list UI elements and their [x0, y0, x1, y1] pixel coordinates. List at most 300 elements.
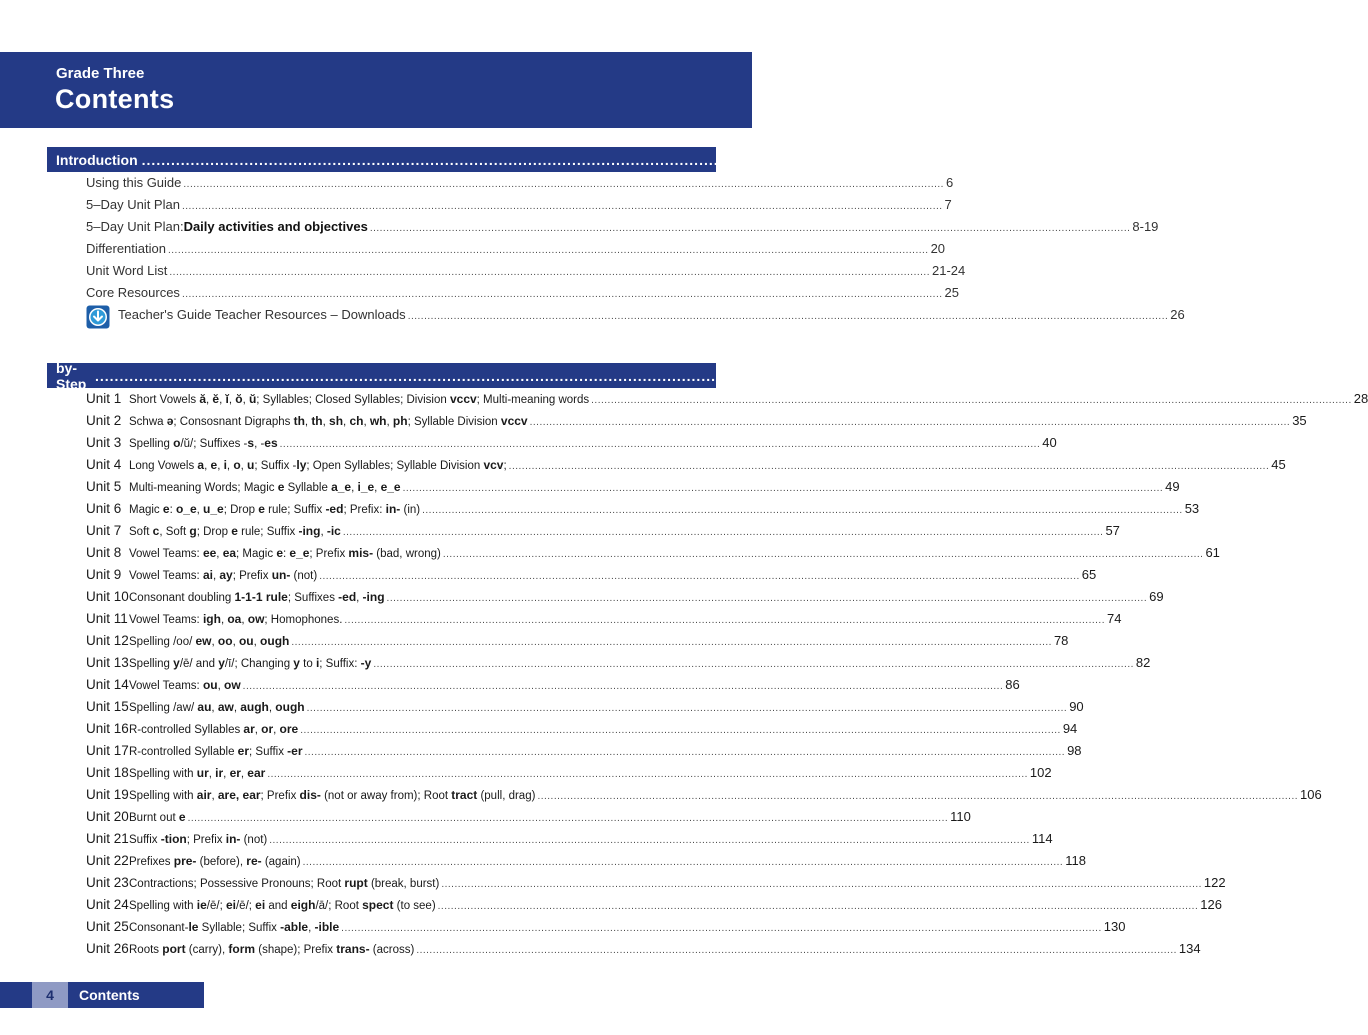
unit-page: 82 — [1135, 655, 1151, 670]
unit-number: Unit 2 — [86, 413, 122, 428]
description-bold: ch — [349, 414, 364, 428]
unit-page: 45 — [1271, 457, 1286, 472]
entry-page: 7 — [944, 197, 952, 212]
leader-dots: ........................................................................................................................................................................................................................................ — [302, 857, 1064, 868]
leader-dots: ........................................................................................................................................................................................................................................ — [279, 439, 1041, 450]
entry-page: 8-19 — [1132, 219, 1159, 234]
description-bold: ough — [260, 634, 290, 648]
description-bold: vccv — [449, 392, 477, 406]
leader-dots: ........................................................................................................................................................................................................................................ — [402, 483, 1164, 494]
unit-description — [129, 568, 317, 582]
leader-dots: ........................................................................................................................................................................................................................................ — [369, 223, 1131, 234]
description-bold: air — [196, 788, 212, 802]
unit-description — [129, 700, 305, 714]
description-text: : — [283, 548, 290, 560]
leader-dots: ........................................................................................................................................................................................................................................ — [306, 703, 1068, 714]
unit-page: 118 — [1065, 853, 1086, 868]
description-bold: y — [218, 656, 225, 670]
unit-entry[interactable] — [86, 435, 1057, 457]
description-text: Spelling /aw/ — [129, 702, 198, 714]
description-text: ; Drop — [196, 526, 232, 538]
unit-entry[interactable] — [86, 633, 1069, 655]
description-bold: ei — [225, 898, 236, 912]
grade-label: Grade Three — [56, 65, 145, 82]
unit-entry[interactable] — [86, 809, 971, 831]
description-bold: vccv — [500, 414, 528, 428]
entry-label: Differentiation — [86, 241, 166, 256]
description-text: (not) — [290, 570, 318, 582]
unit-number: Unit 13 — [86, 655, 129, 670]
description-text: to — [299, 658, 316, 670]
leader-dots: ........................................................................................................................................................................................................................................ — [269, 835, 1030, 846]
leader-dots: ........................................................................................................................................................................................................................................ — [508, 461, 1270, 472]
description-bold: le — [188, 920, 199, 934]
entry-page: 21-24 — [931, 263, 966, 278]
description-bold: o — [173, 436, 181, 450]
entry-page: 25 — [944, 285, 959, 300]
description-text: /ā/; Root — [315, 900, 363, 912]
unit-page: 53 — [1184, 501, 1200, 516]
description-bold: in- — [385, 502, 401, 516]
description-text: Soft — [129, 526, 153, 538]
description-bold: ə — [166, 414, 174, 428]
unit-entry[interactable] — [86, 831, 1053, 853]
unit-page: 126 — [1200, 897, 1222, 912]
description-text: , — [254, 724, 262, 736]
description-text: ; Syllables; Closed Syllables; Division — [256, 394, 450, 406]
description-text: (in) — [400, 504, 421, 516]
description-bold: y — [293, 656, 300, 670]
description-text: Consonant- — [129, 922, 189, 934]
description-bold: i — [223, 458, 227, 472]
unit-description — [129, 524, 341, 538]
unit-page: 78 — [1053, 633, 1069, 648]
unit-description — [129, 590, 385, 604]
description-bold: e — [231, 524, 238, 538]
unit-description — [129, 414, 528, 428]
description-text: ; Prefix — [186, 834, 226, 846]
description-bold: -ible — [314, 920, 340, 934]
intro-entry[interactable] — [86, 175, 954, 197]
description-text: , — [228, 394, 236, 406]
unit-number: Unit 12 — [86, 633, 129, 648]
description-bold: ŏ — [235, 392, 243, 406]
description-bold: ŭ — [248, 392, 257, 406]
description-bold: ow — [224, 678, 241, 692]
unit-number: Unit 17 — [86, 743, 129, 758]
unit-number: Unit 26 — [86, 941, 129, 956]
description-bold: ea — [222, 546, 237, 560]
description-bold: es — [264, 436, 278, 450]
unit-number: Unit 7 — [86, 523, 122, 538]
unit-number: Unit 14 — [86, 677, 129, 692]
entry-label: Unit Word List — [86, 263, 168, 278]
description-text: rule; Suffix — [264, 504, 326, 516]
description-text: , — [226, 460, 234, 472]
description-bold: ow — [247, 612, 265, 626]
entry-label: Teacher's Guide Teacher Resources – Downloads — [118, 307, 406, 322]
description-text: , — [374, 482, 381, 494]
leader-dots: ........................................................................................................................................................................................................................................ — [267, 769, 1028, 780]
unit-description — [129, 656, 371, 670]
leader-dots: ........................................................................................................................................................................................................................................ — [300, 725, 1061, 736]
description-text: , Soft — [159, 526, 190, 538]
unit-description — [129, 854, 301, 868]
description-bold: -ic — [326, 524, 341, 538]
description-bold: ee — [202, 546, 217, 560]
description-bold: ĕ — [212, 392, 220, 406]
description-bold: are, ear — [217, 788, 261, 802]
unit-entry[interactable] — [86, 677, 1020, 699]
description-text: (before), — [196, 856, 247, 868]
downloads-entry[interactable] — [118, 307, 1185, 329]
description-text: /ē/; — [206, 900, 226, 912]
description-bold: er — [229, 766, 241, 780]
description-text: , — [211, 702, 218, 714]
description-bold: o — [233, 458, 241, 472]
unit-number: Unit 18 — [86, 765, 129, 780]
unit-entry[interactable] — [86, 457, 1286, 479]
description-bold: g — [189, 524, 197, 538]
description-text: , — [204, 460, 211, 472]
leader-dots: ........................................................................................................................................................................................................................................ — [386, 593, 1148, 604]
description-text: R-controlled Syllable — [129, 746, 238, 758]
description-text: , — [206, 394, 213, 406]
description-bold: re- — [246, 854, 262, 868]
unit-entry[interactable] — [86, 941, 1201, 963]
unit-page: 74 — [1106, 611, 1122, 626]
unit-number: Unit 15 — [86, 699, 129, 714]
unit-page: 69 — [1149, 589, 1164, 604]
description-bold: e — [277, 480, 285, 494]
intro-entry[interactable] — [86, 197, 952, 219]
unit-number: Unit 5 — [86, 479, 122, 494]
description-bold: in- — [225, 832, 241, 846]
description-text: Vowel Teams: — [129, 570, 203, 582]
leader-dots: ........................................................................................................................................................................................................................................ — [437, 901, 1199, 912]
unit-page: 106 — [1300, 787, 1322, 802]
unit-number: Unit 23 — [86, 875, 129, 890]
description-text: , — [217, 680, 224, 692]
entry-label: 5–Day Unit Plan: — [86, 219, 184, 234]
leader-dots: ........................................................................................................................................................................................................................................ — [416, 945, 1177, 956]
page-title: Contents — [55, 84, 175, 114]
description-text: ; Prefix: — [343, 504, 386, 516]
description-text: Short Vowels — [129, 394, 200, 406]
intro-entry[interactable] — [86, 285, 959, 307]
description-bold: u_e — [203, 502, 224, 516]
unit-page: 122 — [1203, 875, 1226, 890]
unit-page: 65 — [1081, 567, 1097, 582]
unit-entry[interactable] — [86, 479, 1180, 501]
leader-dots: ........................................................................................................................................................................................................................................ — [187, 813, 949, 824]
description-bold: ay — [219, 568, 233, 582]
unit-entry[interactable] — [86, 523, 1120, 545]
footer-label: Contents — [79, 987, 140, 1003]
unit-entry[interactable] — [86, 501, 1200, 523]
description-bold: ear — [247, 766, 266, 780]
unit-description — [129, 392, 589, 406]
description-bold: th — [311, 414, 323, 428]
unit-number: Unit 21 — [86, 831, 129, 846]
unit-entry[interactable] — [86, 567, 1097, 589]
unit-number: Unit 22 — [86, 853, 129, 868]
description-text: (to see) — [393, 900, 436, 912]
description-text: Schwa — [129, 416, 167, 428]
entry-page: 26 — [1170, 307, 1185, 322]
description-bold: c — [152, 524, 160, 538]
unit-description — [129, 788, 535, 802]
description-text: Syllable; Suffix — [198, 922, 281, 934]
leader-dots: ........................................................................................................................................................................................................................................ — [341, 923, 1102, 934]
description-text: Vowel Teams: — [129, 548, 203, 560]
description-bold: y — [173, 656, 180, 670]
description-bold: rupt — [344, 876, 368, 890]
unit-number: Unit 9 — [86, 567, 122, 582]
description-bold: ĭ — [225, 392, 229, 406]
unit-description — [129, 480, 401, 494]
description-bold: spect — [362, 898, 394, 912]
description-bold: aw — [217, 700, 234, 714]
description-bold: wh — [369, 414, 387, 428]
description-text: , — [220, 614, 228, 626]
unit-entry[interactable] — [86, 655, 1151, 677]
description-text: , — [308, 922, 315, 934]
entry-label: 5–Day Unit Plan — [86, 197, 180, 212]
description-text: rule; Suffix — [237, 526, 299, 538]
leader-dots: ........................................................................................................................................................................................................................................ — [537, 791, 1299, 802]
unit-number: Unit 19 — [86, 787, 129, 802]
unit-description — [129, 876, 439, 890]
description-bold: e — [276, 546, 283, 560]
section-title: Introduction — [56, 151, 138, 168]
description-text: and — [265, 900, 291, 912]
unit-number: Unit 11 — [86, 611, 128, 626]
description-text: /ŭ/; Suffixes - — [180, 438, 248, 450]
description-bold: ou — [238, 634, 254, 648]
description-text: ; Prefix — [232, 570, 272, 582]
description-bold: e — [258, 502, 265, 516]
unit-number: Unit 16 — [86, 721, 129, 736]
description-bold: e — [162, 502, 170, 516]
description-text: , — [211, 636, 218, 648]
description-bold: ie — [196, 898, 207, 912]
leader-dots: ........................................................................................................................................................................................................................................ — [95, 367, 1230, 384]
unit-entry[interactable] — [86, 787, 1322, 809]
description-text: Magic — [129, 504, 163, 516]
description-bold: -ed — [325, 502, 344, 516]
leader-dots: ........................................................................................................................................................................................................................................ — [183, 179, 944, 190]
leader-dots: ........................................................................................................................................................................................................................................ — [407, 311, 1169, 322]
unit-description — [129, 634, 289, 648]
description-text: (across) — [369, 944, 415, 956]
unit-number: Unit 4 — [86, 457, 122, 472]
unit-number: Unit 10 — [86, 589, 129, 604]
unit-page: 35 — [1292, 413, 1307, 428]
unit-entry[interactable] — [86, 545, 1220, 567]
unit-number: Unit 20 — [86, 809, 129, 824]
description-text: ; Multi-meaning words — [476, 394, 590, 406]
unit-description — [129, 612, 342, 626]
unit-entry[interactable] — [86, 589, 1164, 611]
description-text: Prefixes — [129, 856, 174, 868]
description-bold: u — [247, 458, 255, 472]
unit-entry[interactable] — [86, 765, 1052, 787]
description-text: Vowel Teams: — [129, 614, 203, 626]
description-bold: tract — [451, 788, 478, 802]
leader-dots: ........................................................................................................................................................................................................................................ — [529, 417, 1291, 428]
unit-entry[interactable] — [86, 611, 1122, 633]
unit-entry[interactable] — [86, 853, 1086, 875]
description-text: (bad, wrong) — [373, 548, 441, 560]
unit-entry[interactable] — [86, 875, 1226, 897]
unit-page: 134 — [1178, 941, 1201, 956]
leader-dots: ........................................................................................................................................................................................................................................ — [344, 615, 1105, 626]
description-bold: au — [197, 700, 212, 714]
description-text: ; Open Syllables; Syllable Division — [306, 460, 484, 472]
description-bold: oa — [227, 612, 242, 626]
description-text: , — [304, 416, 312, 428]
leader-dots: ........................................................................................................................................................................................................................................ — [319, 571, 1080, 582]
description-bold: i — [315, 656, 320, 670]
description-text: Spelling — [129, 438, 174, 450]
unit-description — [129, 678, 241, 692]
description-text: ; Drop — [223, 504, 259, 516]
unit-description — [129, 832, 267, 846]
description-bold: e — [178, 810, 186, 824]
unit-number: Unit 24 — [86, 897, 129, 912]
description-bold: -tion — [160, 832, 187, 846]
description-text: (break, burst) — [367, 878, 440, 890]
unit-page: 114 — [1031, 831, 1053, 846]
description-text: Multi-meaning Words; Magic — [129, 482, 278, 494]
description-text: , — [216, 548, 223, 560]
description-text: ; Suffixes — [287, 592, 339, 604]
description-bold: pre- — [173, 854, 197, 868]
description-text: , — [212, 570, 220, 582]
description-text: , — [356, 592, 363, 604]
unit-description — [129, 810, 186, 824]
description-text: Contractions; Possessive Pronouns; Root — [129, 878, 345, 890]
unit-number: Unit 25 — [86, 919, 129, 934]
description-text: ; — [503, 460, 507, 472]
unit-entry[interactable] — [86, 699, 1084, 721]
description-text: , — [351, 482, 358, 494]
description-text: , — [240, 460, 248, 472]
description-bold: ai — [202, 568, 213, 582]
description-bold: vcv — [483, 458, 504, 472]
description-text: Spelling with — [129, 900, 197, 912]
unit-description — [129, 898, 436, 912]
unit-description — [129, 436, 278, 450]
description-text: : — [169, 504, 176, 516]
description-bold: -able — [280, 920, 309, 934]
description-text: Spelling with — [129, 790, 197, 802]
unit-page: 49 — [1165, 479, 1180, 494]
unit-entry[interactable] — [86, 391, 1368, 413]
description-text: , — [211, 790, 218, 802]
description-text: (not or away from); Root — [320, 790, 452, 802]
description-text: Spelling /oo/ — [129, 636, 196, 648]
description-bold: ough — [275, 700, 305, 714]
unit-entry[interactable] — [86, 897, 1222, 919]
unit-page: 86 — [1005, 677, 1020, 692]
description-text: , - — [254, 438, 265, 450]
leader-dots: ........................................................................................................................................................................................................................................ — [181, 201, 943, 212]
description-bold: ir — [215, 766, 224, 780]
description-text: (shape); Prefix — [255, 944, 337, 956]
unit-description — [129, 744, 303, 758]
intro-entry[interactable] — [86, 241, 946, 263]
description-bold: eigh — [290, 898, 316, 912]
description-text: ; Suffix — [249, 746, 288, 758]
leader-dots: ........................................................................................................................................................................................................................................ — [304, 747, 1066, 758]
description-text: , — [343, 416, 350, 428]
unit-entry[interactable] — [86, 721, 1078, 743]
description-text: , — [253, 636, 261, 648]
leader-dots: ........................................................................................................................................................................................................................................ — [167, 245, 929, 256]
entry-label-bold: Daily activities and objectives — [183, 219, 368, 234]
description-bold: ar — [243, 722, 255, 736]
description-bold: oo — [217, 634, 233, 648]
description-bold: ă — [199, 392, 207, 406]
leader-dots: ........................................................................................................................................................................................................................................ — [422, 505, 1183, 516]
description-text: (pull, drag) — [477, 790, 536, 802]
intro-entry[interactable] — [86, 263, 966, 285]
description-bold: port — [162, 942, 186, 956]
section-pages: 27–153 — [1233, 367, 1281, 384]
description-text: , — [208, 768, 216, 780]
description-bold: -ing — [362, 590, 385, 604]
description-bold: form — [228, 942, 256, 956]
entry-label: Using this Guide — [86, 175, 182, 190]
description-bold: e_e — [289, 546, 310, 560]
section-introduction[interactable] — [47, 147, 1312, 172]
description-bold: e — [210, 458, 218, 472]
description-bold: ou — [202, 678, 218, 692]
entry-page: 20 — [930, 241, 946, 256]
download-icon[interactable] — [86, 305, 110, 329]
unit-page: 130 — [1103, 919, 1126, 934]
description-text: (again) — [261, 856, 301, 868]
description-bold: sh — [329, 414, 344, 428]
description-text: Roots — [129, 944, 163, 956]
unit-page: 110 — [950, 809, 971, 824]
description-text: , — [233, 702, 241, 714]
description-bold: e_e — [380, 480, 401, 494]
description-bold: trans- — [336, 942, 370, 956]
unit-entry[interactable] — [86, 413, 1307, 435]
description-text: (carry), — [185, 944, 229, 956]
description-text: , — [320, 526, 327, 538]
unit-entry[interactable] — [86, 919, 1126, 941]
description-text: , — [386, 416, 393, 428]
description-text: ; Prefix — [260, 790, 300, 802]
unit-number: Unit 3 — [86, 435, 122, 450]
description-text: /ē/ and — [179, 658, 219, 670]
description-bold: 1-1-1 rule — [234, 590, 288, 604]
leader-dots: ........................................................................................................................................................................................................................................ — [242, 681, 1004, 692]
description-text: , — [219, 394, 226, 406]
unit-entry[interactable] — [86, 743, 1082, 765]
unit-description — [129, 546, 441, 560]
leader-dots: ........................................................................................................................................................................................................................................ — [591, 395, 1352, 406]
description-bold: ei — [255, 898, 266, 912]
leader-dots: ........................................................................................................................................................................................................................................ — [373, 659, 1134, 670]
description-text: ; Suffix - — [254, 460, 297, 472]
intro-entry[interactable] — [86, 219, 1159, 241]
description-text: Spelling — [129, 658, 174, 670]
